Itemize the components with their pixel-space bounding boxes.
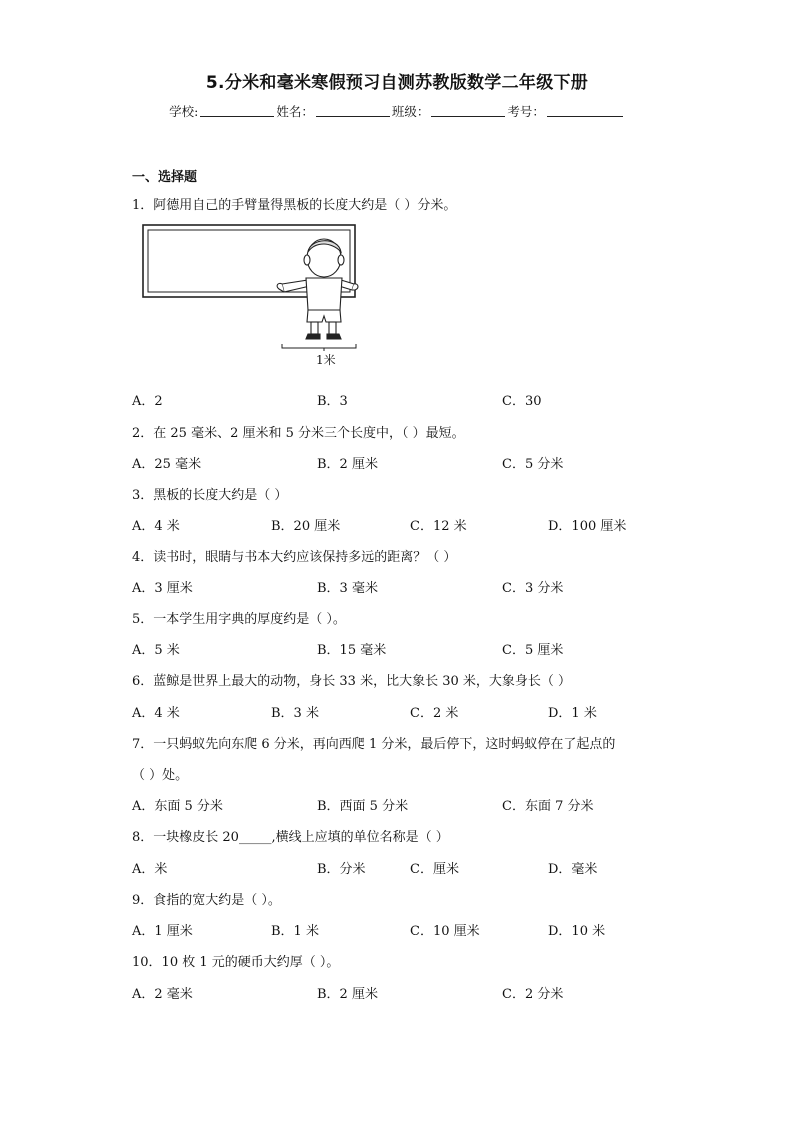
question-3: 3．黑板的长度大约是（ ） <box>132 488 288 503</box>
school-label: 学校: <box>169 104 199 119</box>
question-2: 2．在 25 毫米、2 厘米和 5 分米三个长度中，（ ）最短。 <box>132 426 465 441</box>
figure-label: 1米 <box>316 353 336 367</box>
option-7-a[interactable]: A．东面 5 分米 <box>132 799 223 814</box>
option-3-b[interactable]: B．20 厘米 <box>271 519 341 534</box>
options-10 <box>132 983 732 1003</box>
option-4-a[interactable]: A．3 厘米 <box>132 581 193 596</box>
option-8-b[interactable]: B．分米 <box>317 862 366 877</box>
option-6-b[interactable]: B．3 米 <box>271 706 319 721</box>
option-3-c[interactable]: C．12 米 <box>410 519 467 534</box>
options-9 <box>132 920 732 940</box>
option-1-a[interactable]: A．2 <box>132 394 163 409</box>
option-4-c[interactable]: C．3 分米 <box>502 581 564 596</box>
question-9: 9．食指的宽大约是（ ）。 <box>132 893 281 908</box>
question-8: 8．一块橡皮长 20_____,横线上应填的单位名称是（ ） <box>132 830 449 845</box>
option-4-b[interactable]: B．3 毫米 <box>317 581 378 596</box>
option-6-c[interactable]: C．2 米 <box>410 706 459 721</box>
question-5: 5．一本学生用字典的厚度约是（ ）。 <box>132 612 346 627</box>
exam-no-blank[interactable] <box>547 102 623 117</box>
option-2-b[interactable]: B．2 厘米 <box>317 457 378 472</box>
option-8-c[interactable]: C．厘米 <box>410 862 459 877</box>
name-blank[interactable] <box>316 102 390 117</box>
question-10: 10．10 枚 1 元的硬币大约厚（ ）。 <box>132 955 340 970</box>
option-9-c[interactable]: C．10 厘米 <box>410 924 480 939</box>
options-4 <box>132 577 732 597</box>
options-5 <box>132 639 732 659</box>
length-brace <box>282 344 356 351</box>
boy-icon <box>277 239 358 339</box>
options-2 <box>132 453 732 473</box>
question-7-cont: （ ）处。 <box>132 768 189 783</box>
option-2-c[interactable]: C．5 分米 <box>502 457 564 472</box>
student-info-line <box>0 102 794 120</box>
option-3-a[interactable]: A．4 米 <box>132 519 180 534</box>
option-7-c[interactable]: C．东面 7 分米 <box>502 799 594 814</box>
option-6-d[interactable]: D．1 米 <box>548 706 597 721</box>
worksheet-title: 5.分米和毫米寒假预习自测苏教版数学二年级下册 <box>205 73 589 93</box>
option-9-a[interactable]: A．1 厘米 <box>132 924 193 939</box>
option-6-a[interactable]: A．4 米 <box>132 706 180 721</box>
class-blank[interactable] <box>431 102 505 117</box>
option-8-a[interactable]: A．米 <box>132 862 168 877</box>
section-title: 一、选择题 <box>132 170 198 185</box>
option-1-c[interactable]: C．30 <box>502 394 542 409</box>
option-10-c[interactable]: C．2 分米 <box>502 987 564 1002</box>
question-7: 7．一只蚂蚁先向东爬 6 分米，再向西爬 1 分米，最后停下，这时蚂蚁停在了起点的 <box>132 737 616 752</box>
options-6 <box>132 702 732 722</box>
class-label: 班级： <box>391 104 430 119</box>
option-3-d[interactable]: D．100 厘米 <box>548 519 627 534</box>
option-2-a[interactable]: A．25 毫米 <box>132 457 202 472</box>
option-10-b[interactable]: B．2 厘米 <box>317 987 378 1002</box>
name-label: 姓名： <box>276 104 314 119</box>
option-9-d[interactable]: D．10 米 <box>548 924 606 939</box>
options-1 <box>132 390 732 410</box>
option-5-c[interactable]: C．5 厘米 <box>502 643 564 658</box>
option-5-b[interactable]: B．15 毫米 <box>317 643 387 658</box>
options-8 <box>132 858 732 878</box>
option-9-b[interactable]: B．1 米 <box>271 924 319 939</box>
question-1: 1．阿德用自己的手臂量得黑板的长度大约是（ ）分米。 <box>132 198 457 213</box>
option-8-d[interactable]: D．毫米 <box>548 862 598 877</box>
option-1-b[interactable]: B．3 <box>317 394 348 409</box>
question-6: 6．蓝鲸是世界上最大的动物，身长 33 米，比大象长 30 米，大象身长（ ） <box>132 674 572 689</box>
option-7-b[interactable]: B．西面 5 分米 <box>317 799 409 814</box>
blackboard-figure <box>140 222 360 372</box>
exam-no-label: 考号： <box>507 104 545 119</box>
school-blank[interactable] <box>200 102 274 117</box>
options-7 <box>132 795 732 815</box>
option-5-a[interactable]: A．5 米 <box>132 643 180 658</box>
option-10-a[interactable]: A．2 毫米 <box>132 987 193 1002</box>
question-4: 4．读书时，眼睛与书本大约应该保持多远的距离？（ ） <box>132 550 457 565</box>
options-3 <box>132 515 732 535</box>
